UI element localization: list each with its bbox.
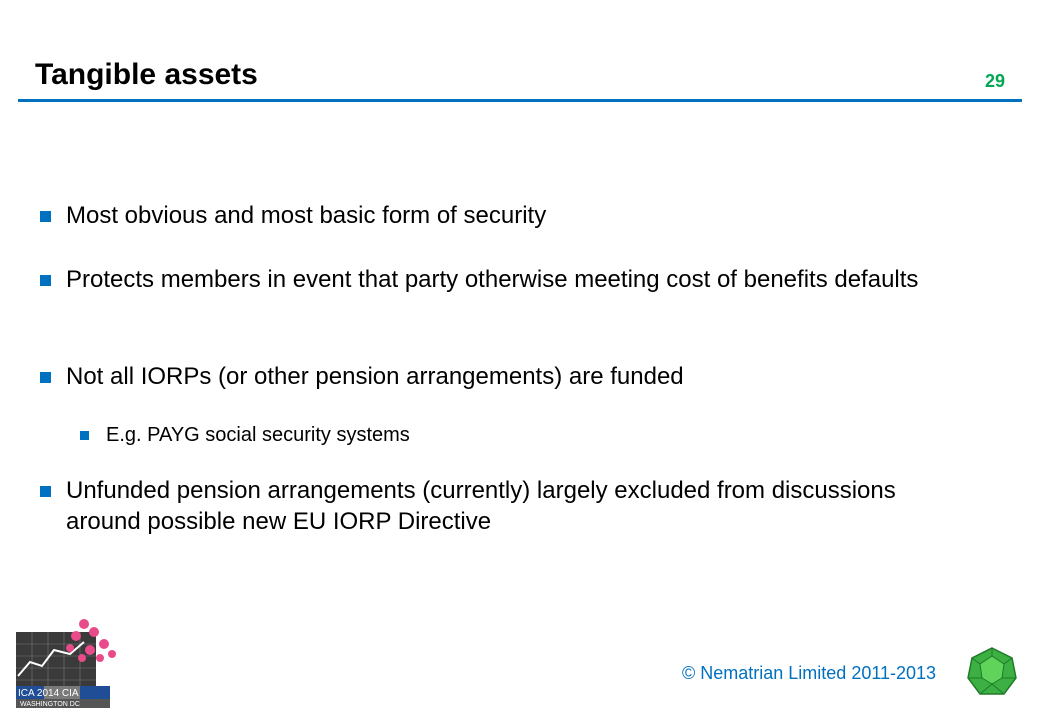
bullet-item bbox=[38, 361, 684, 392]
bullet-square-icon bbox=[40, 486, 51, 497]
bullet-text: Most obvious and most basic form of security bbox=[66, 202, 547, 229]
svg-text:WASHINGTON DC: WASHINGTON DC bbox=[20, 701, 80, 708]
page-number: 29 bbox=[984, 71, 1005, 91]
bullet-item bbox=[38, 264, 918, 295]
ica-2014-cherry-blossom-logo-icon bbox=[14, 614, 126, 710]
sub-bullet-text: E.g. PAYG social security systems bbox=[106, 424, 410, 446]
bullet-item bbox=[38, 475, 958, 537]
slide-title: Tangible assets bbox=[35, 58, 258, 91]
bullet-text: Not all IORPs (or other pension arrangements) are funded bbox=[66, 363, 684, 390]
bullet-square-icon bbox=[40, 275, 51, 286]
bullet-text: Protects members in event that party otherwise meeting cost of benefits defaults bbox=[66, 266, 919, 293]
copyright-text: © Nematrian Limited 2011-2013 bbox=[682, 663, 937, 683]
green-polyhedron-logo-icon bbox=[966, 646, 1018, 698]
bullet-square-icon bbox=[40, 372, 51, 383]
sub-bullet-item bbox=[78, 422, 410, 448]
bullet-item bbox=[38, 200, 546, 231]
sub-bullet-square-icon bbox=[80, 431, 89, 440]
bullet-square-icon bbox=[40, 211, 51, 222]
bullet-text: Unfunded pension arrangements (currently) largely excluded from discussions around possible new EU IORP Directive bbox=[66, 477, 896, 535]
svg-text:ICA 2014 CIA: ICA 2014 CIA bbox=[18, 688, 79, 699]
title-divider bbox=[18, 99, 1022, 102]
